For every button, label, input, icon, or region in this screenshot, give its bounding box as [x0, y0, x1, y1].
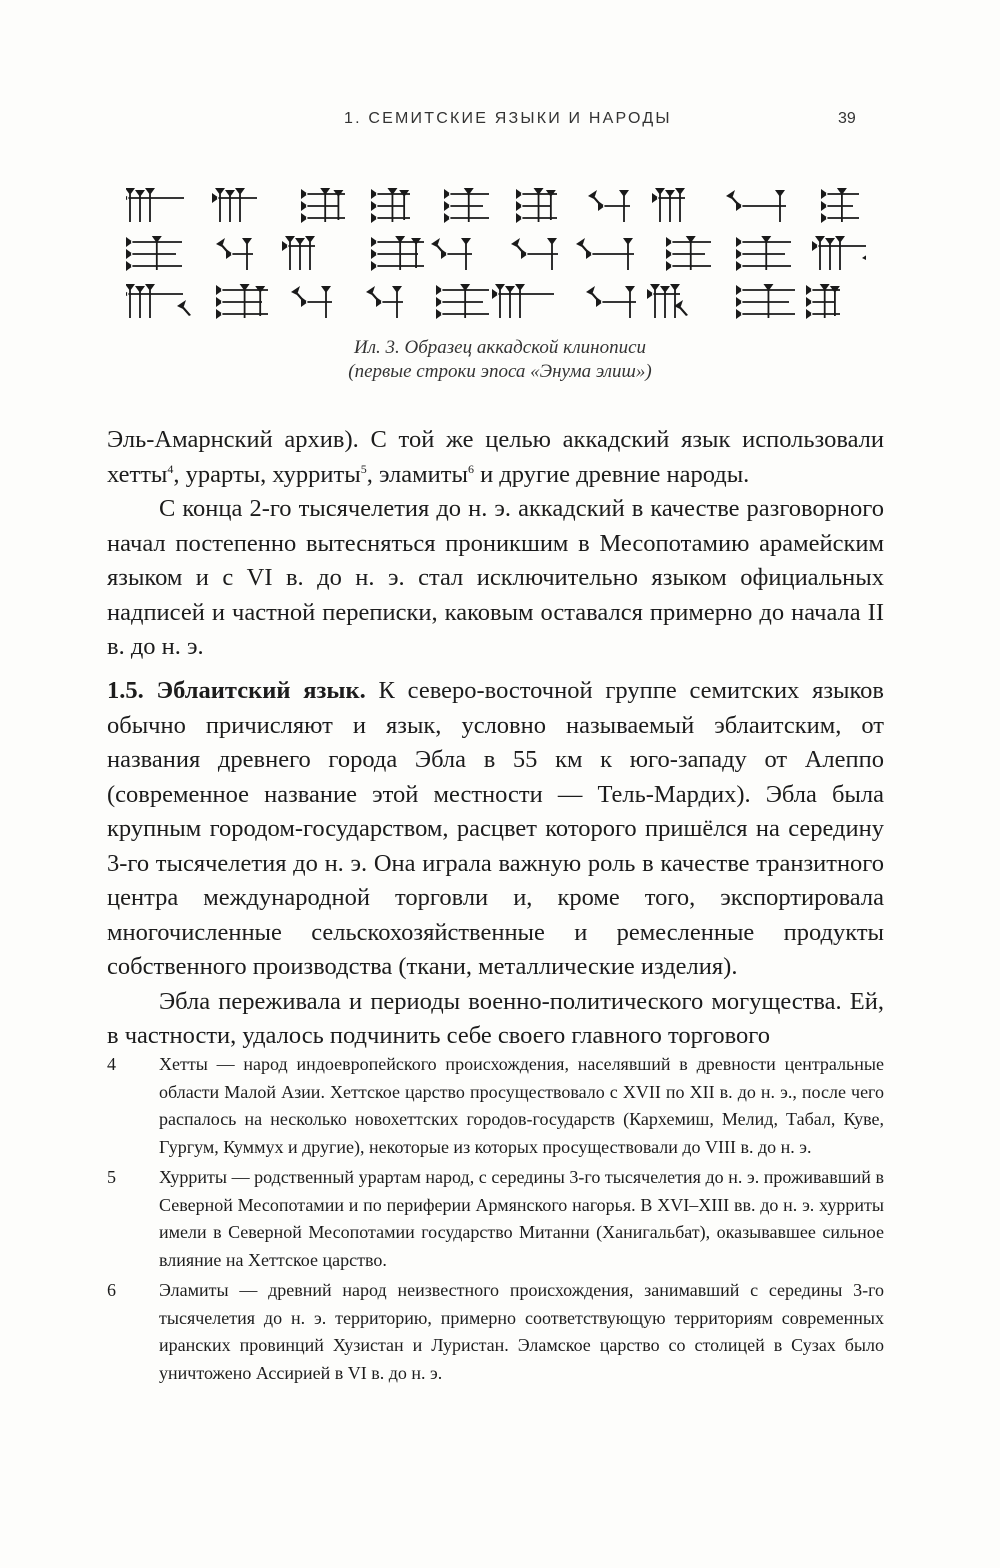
footnote-ref-4: 4 [167, 461, 174, 476]
body-continuation [107, 423, 884, 665]
footnote-6 [107, 1277, 884, 1387]
paragraph-1 [107, 423, 884, 492]
footnote-text: Эламиты — древний народ неизвестного происхождения, занимавший с середины 3-го тысячелетия до н. э. территорию, примерно соответствующую территориям современных иранских провинций Хузистан и Луристан. Эламское царство со столицей в Сузах было уничтожено Ассирией в VI в. до н. э. [159, 1280, 884, 1383]
cuneiform-image [126, 180, 866, 320]
footnote-ref-6: 6 [467, 461, 474, 476]
footnote-number: 4 [107, 1054, 116, 1074]
section-heading: 1.5. Эблаитский язык. [107, 677, 366, 704]
page-number: 39 [838, 110, 856, 127]
paragraph-1-text-a: Эль-Амарнский архив). С той же целью аккадский язык использовали хетты [107, 426, 884, 488]
paragraph-3-text: К северо-восточной группе семитских языков обычно причисляют и язык, условно называемый эблаитским, от названия древнего города Эбла в 55 км к юго-западу от Алеппо (современное название этой местности — Тель-Мардих). Эбла была крупным городом-государством, расцвет которого пришёлся на середину 3-го тысячелетия до н. э. Она играла важную роль в качестве транзитного центра международной торговли и, кроме того, экспортировала многочисленные сельскохозяйственные и ремесленные продукты собственного производства (ткани, металлические изделия). [107, 677, 884, 980]
running-header: 1. СЕМИТСКИЕ ЯЗЫКИ И НАРОДЫ [344, 110, 672, 127]
footnote-number: 6 [107, 1280, 116, 1300]
cuneiform-figure [126, 180, 866, 320]
paragraph-1-text-b: , урарты, хурриты [173, 460, 361, 488]
footnote-text: Хурриты — родственный урартам народ, с середины 3-го тысячелетия до н. э. проживавший в Северной Месопотамии и по периферии Армянского нагорья. В XVI–XIII вв. до н. э. хурриты имели в Северной Месопотамии государство Митанни (Ханигальбат), оказывавшее сильное влияние на Хеттское царство. [159, 1167, 884, 1270]
footnote-4 [107, 1051, 884, 1161]
caption-line-1: Ил. 3. Образец аккадской клинописи [353, 337, 647, 358]
paragraph-1-text-d: и другие древние народы. [473, 460, 750, 488]
section-1-5 [107, 674, 884, 1054]
footnote-number: 5 [107, 1167, 116, 1187]
paragraph-1-text-c: , эламиты [366, 460, 468, 488]
footnote-text: Хетты — народ индоевропейского происхождения, населявший в древности центральные области Малой Азии. Хеттское царство просуществовало с XVII по XII в. до н. э., после чего распалось на несколько новохеттских городов-государств (Кархемиш, Мелид, Табал, Куве, Гургум, Куммух и другие), некоторые из которых просуществовали до VIII в. до н. э. [159, 1054, 884, 1157]
figure-caption [0, 336, 1000, 384]
caption-line-2: (первые строки эпоса «Энума элиш») [348, 361, 652, 382]
paragraph-3 [107, 674, 884, 985]
paragraph-4: Эбла переживала и периоды военно-политического могущества. Ей, в частности, удалось подчинить себе своего главного торгового [107, 987, 884, 1049]
footnote-ref-5: 5 [360, 461, 367, 476]
footnote-5 [107, 1164, 884, 1274]
footnotes [107, 1051, 884, 1390]
paragraph-2: С конца 2-го тысячелетия до н. э. аккадский в качестве разговорного начал постепенно вытесняться проникшим в Месопотамию арамейским языком и с VI в. до н. э. стал исключительно языком официальных надписей и частной переписки, каковым оставался примерно до начала II в. до н. э. [107, 495, 884, 660]
